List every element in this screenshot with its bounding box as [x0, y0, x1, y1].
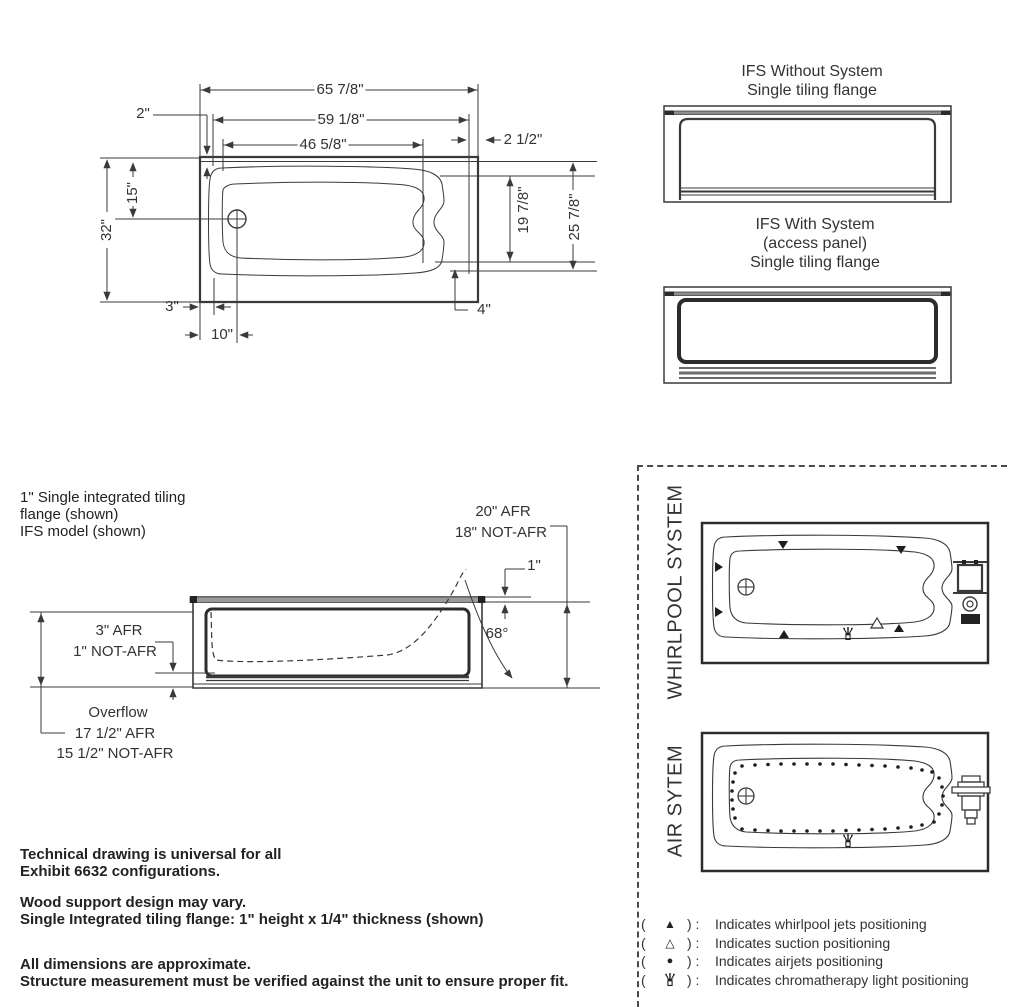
dim-32: 32": [98, 218, 116, 242]
side-model-note-line2: flange (shown): [20, 506, 119, 523]
systems-panel-border-top: [637, 465, 1007, 467]
note-line5: All dimensions are approximate.: [20, 956, 251, 973]
air-system-label: AIR SYTEM: [664, 744, 687, 858]
side-rim-afr: 20" AFR: [475, 503, 531, 521]
note-line6: Structure measurement must be verified against the unit to ensure proper fit.: [20, 972, 569, 990]
front-view1-title: IFS Without System: [741, 63, 883, 80]
side-rim-notafr: 18" NOT-AFR: [454, 524, 548, 542]
open-paren: (: [641, 952, 646, 969]
dim-4: 4": [477, 301, 491, 319]
tub-interior-profile: [211, 569, 466, 662]
close-paren: ) :: [687, 952, 700, 969]
whirlpool-system-label: WHIRLPOOL SYSTEM: [664, 484, 687, 700]
notes-block-2: [20, 895, 483, 928]
dim-3: 3": [165, 298, 179, 316]
systems-panel-border-left: [637, 465, 639, 1007]
suction-marker: [871, 618, 883, 628]
front-view1-subtitle: Single tiling flange: [747, 82, 877, 99]
front-view2-title: IFS With System: [755, 216, 875, 233]
legend-label: Indicates airjets positioning: [715, 952, 884, 969]
open-paren: (: [641, 934, 646, 951]
note-line2: Exhibit 6632 configurations.: [20, 862, 221, 880]
side-overflow-notafr: 15 1/2" NOT-AFR: [56, 745, 174, 763]
side-angle: 68°: [485, 625, 509, 643]
note-line4: Single Integrated tiling flange: 1" height x 1/4" thickness (shown): [20, 910, 484, 928]
legend-label: Indicates chromatherapy light positioning: [715, 971, 969, 988]
notes-block-3: [20, 957, 568, 990]
dim-46: 46 5/8": [299, 136, 347, 154]
front-view-without-system: [663, 105, 952, 203]
side-model-note-line3: IFS model (shown): [20, 523, 146, 540]
drain-icon: [738, 579, 754, 595]
front-view-with-system: [663, 286, 952, 384]
dim-19: 19 7/8": [515, 186, 533, 234]
note-line3: Wood support design may vary.: [20, 894, 247, 911]
open-paren: (: [641, 971, 646, 988]
open-paren: (: [641, 915, 646, 932]
legend-label: Indicates whirlpool jets positioning: [715, 915, 927, 932]
note-line1: Technical drawing is universal for all: [20, 846, 282, 863]
whirlpool-system-drawing: [700, 520, 992, 668]
dim-15: 15": [124, 181, 142, 205]
chromatherapy-light-icon: [843, 834, 853, 846]
side-overflow-afr: 17 1/2" AFR: [74, 725, 156, 743]
dim-59: 59 1/8": [317, 111, 365, 129]
side-floor-notafr: 1" NOT-AFR: [73, 643, 157, 661]
legend-row-airjets: [641, 951, 883, 970]
dim-25: 25 7/8": [566, 193, 584, 241]
dim-10: 10": [210, 326, 234, 344]
legend-label: Indicates suction positioning: [715, 934, 891, 951]
dim-2: 2": [136, 105, 150, 123]
close-paren: ) :: [687, 915, 700, 932]
chromatherapy-light-icon: [843, 627, 853, 639]
drain-icon: [738, 788, 754, 804]
blower-icon: [952, 776, 990, 824]
air-system-drawing: [700, 730, 992, 875]
dim-overall-length: 65 7/8": [316, 81, 364, 99]
dim-2-5: 2 1/2": [503, 131, 543, 149]
side-floor-afr: 3" AFR: [95, 622, 143, 640]
front-view2-subtitle2: Single tiling flange: [750, 254, 880, 271]
legend-row-chromatherapy: [641, 970, 969, 989]
side-flange-height: 1": [527, 557, 541, 575]
legend-row-suction: [641, 933, 890, 952]
chromatherapy-light-icon: [653, 972, 687, 988]
front-view2-subtitle1: (access panel): [762, 235, 868, 252]
close-paren: ) :: [687, 934, 700, 951]
suction-icon: △: [665, 935, 675, 950]
side-model-note-line1: 1" Single integrated tiling: [20, 489, 186, 506]
pump-motor-icon: [953, 560, 987, 624]
airjet-markers: [730, 762, 945, 833]
side-overflow-label: Overflow: [88, 704, 148, 722]
tub-rim-outline: [209, 166, 445, 276]
whirlpool-jet-icon: ▲: [664, 916, 676, 931]
close-paren: ) :: [687, 971, 700, 988]
notes-block-1: [20, 847, 281, 880]
legend-row-whirlpool-jets: [641, 914, 927, 933]
airjet-icon: ●: [666, 954, 674, 967]
